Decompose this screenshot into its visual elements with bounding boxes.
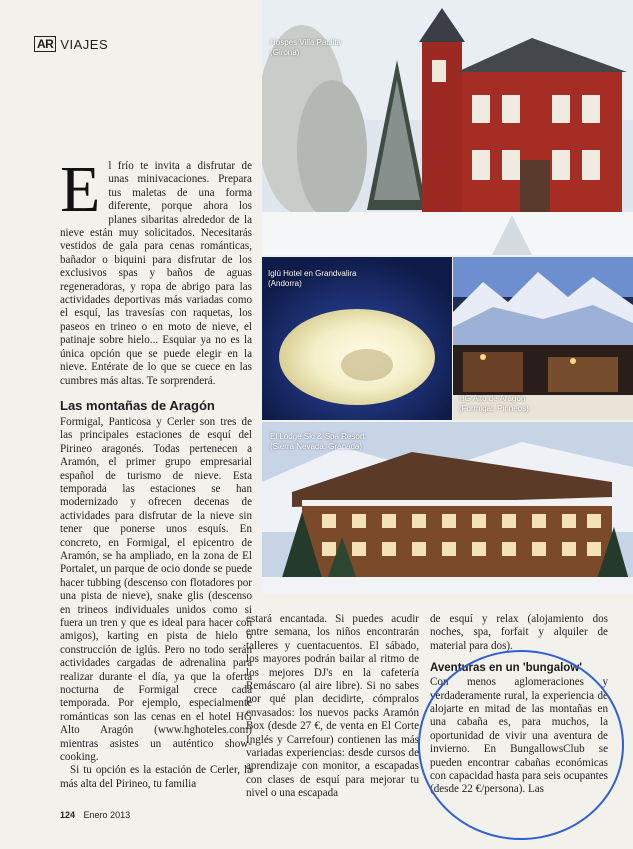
cerler-paragraph: Si tu opción es la estación de Cerler, la más alta del Pirineo, tu familia xyxy=(60,764,252,790)
column-2-paragraph: estará encantada. Si puedes acudir entre semana, los niños encontrarán talleres y cuentacuentos. El sábado, los mayores podrán bailar al ritmo de los mejores DJ's en la cafetería Remáscaro (al aire libre). Si no sabes por qué plan decidirte, cómpralos envasados: los nuevos packs Aramón Box (desde 27 €, de venta en El Corte Inglés y Carrefour) contienen las más variadas experiencias: desde cursos de aprendizaje con monitor, a escapadas con clases de esquí para mejorar tu nivel o una escapada xyxy=(246,613,419,800)
caption-villa-paulita: Hospes Villa Paulita (Girona) xyxy=(270,38,342,57)
page-number: 124 xyxy=(60,810,76,820)
photo-hg-alto-aragon xyxy=(453,257,633,420)
column-3-paragraph: de esquí y relax (alojamiento dos noches, spa, forfait y alquiler de material para dos). xyxy=(430,613,608,652)
highlight-circle xyxy=(418,650,624,840)
page-footer xyxy=(60,810,130,820)
photo-villa-paulita xyxy=(262,0,633,255)
section-heading-aragon: Las montañas de Aragón xyxy=(60,397,215,413)
issue-date: Enero 2013 xyxy=(83,810,131,820)
magazine-logo: AR xyxy=(34,36,56,52)
caption-iglu-hotel: Iglú Hotel en Grandvalira (Andorra) xyxy=(268,269,357,288)
section-name: VIAJES xyxy=(60,36,109,52)
bungalow-paragraph: Con menos aglomeraciones y verdaderamente rural, la experiencia de alojarte en mitad de las montañas en una cabaña es, para muchos, la oportunidad de vivir una aventura de invierno. En BungallowsClub se pueden encontrar cabañas económicas con capacidad hasta para seis ocupantes (desde 22 €/persona). Las xyxy=(430,676,608,796)
photo-el-lodge xyxy=(262,422,633,594)
drop-cap: E xyxy=(60,153,101,226)
article-column-1 xyxy=(60,153,252,791)
aragon-paragraph: Formigal, Panticosa y Cerler son tres de las principales estaciones de esquí del Pirineo aragonés. Todas pertenecen a Aramón, el primer grupo empresarial español de turismo de nieve. Esta temporada las estaciones se han modernizado y ofrecen decenas de actividades para disfrutar de la nieve sin tener que ponerse unos esquís. En concreto, en Formigal, el epicentro de Aramón, se ha ampliado, en la zona de El Portalet, un parque de ocio donde se puede hacer tubbing (descenso con flotadores por una pista de nieve), snake glis (descenso en trineos individuales unidos como si fuera un tren y que es ideal para hacer con amigos), karting en pista de hielo o construcción de iglús. Pero no todo serán actividades cargadas de adrenalina para realizar durante el día, ya que la oferta nocturna de Formigal crece cada temporada. Por ejemplo, especialmente románticas son las cenas en el hotel HG Alto Aragón (www.hghoteles.com) mientras asistes un auténtico show-cooking. xyxy=(60,415,252,764)
caption-hg-alto-aragon: HG Alto de Aragón (Formigal, Pirineos) xyxy=(459,394,529,413)
section-header xyxy=(34,36,108,52)
photo-iglu-hotel xyxy=(262,257,452,420)
caption-el-lodge: El Lodge Ski & Spa Resort (Sierra Nevada, Granada) xyxy=(270,432,365,451)
article-column-2 xyxy=(246,613,419,801)
intro-paragraph: l frío te invita a disfrutar de unas minivacaciones. Prepara tus maletas de una forma diferente, porque ahora los planes sibaritas alrededor de la nieve están muy solicitados. Necesitarás vestidos de gala para cenas románticas, bañador o biquini para disfrutar de los exclusivos spas y baños de aguas regeneradoras, y ropa de abrigo para las actividades deportivas más variadas como el esquí, las travesías con raquetas, los paseos en trineo o en moto de nieve, el patinaje sobre hielo... Esquiar ya no es la única opción que se puede elegir en la nieve. Entérate de lo que se cuece en las cumbres más altas. Te sorprenderá. xyxy=(60,160,252,387)
bungalow-heading: Aventuras en un 'bungalow' xyxy=(430,662,582,675)
